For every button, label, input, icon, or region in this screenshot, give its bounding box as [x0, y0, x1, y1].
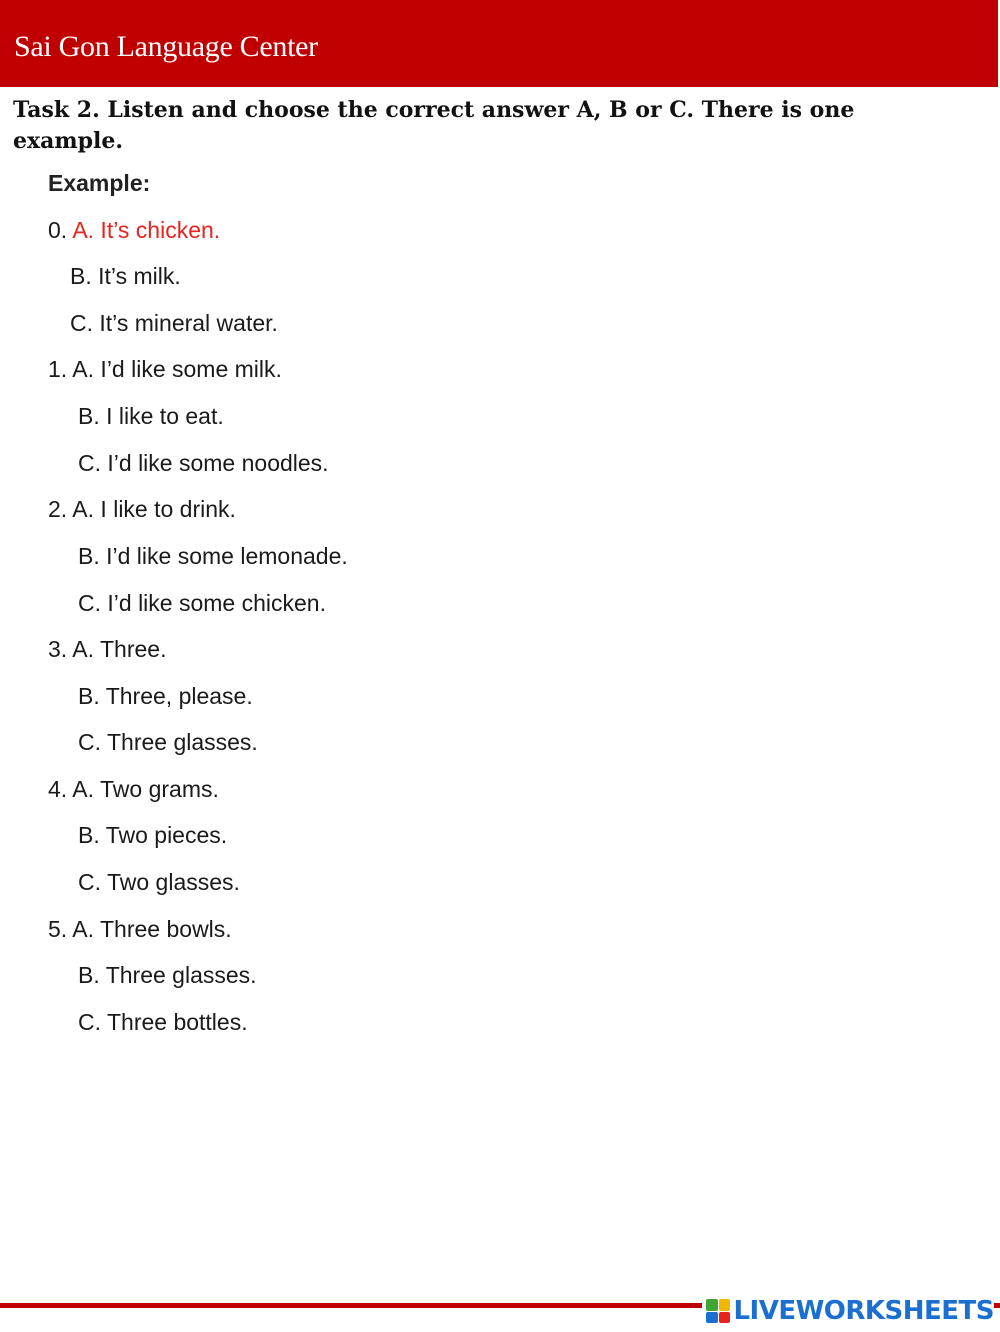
- example-option-a: [48, 217, 220, 244]
- question-3-option-c[interactable]: C. Three glasses.: [78, 729, 258, 755]
- question-2-option-c[interactable]: C. I’d like some chicken.: [78, 590, 326, 616]
- question-2-option-b[interactable]: B. I’d like some lemonade.: [78, 543, 348, 569]
- example-number: 0.: [48, 217, 68, 243]
- question-4-option-a[interactable]: 4. A. Two grams.: [48, 776, 219, 802]
- question-3-option-b[interactable]: B. Three, please.: [78, 683, 253, 709]
- header-bar: [0, 0, 998, 87]
- example-option-c: C. It’s mineral water.: [70, 310, 278, 336]
- question-4-option-b[interactable]: B. Two pieces.: [78, 822, 228, 848]
- task-instructions: Task 2. Listen and choose the correct answer A, B or C. There is one example.: [13, 97, 855, 154]
- question-3-option-a[interactable]: 3. A. Three.: [48, 636, 167, 662]
- question-1-option-b[interactable]: B. I like to eat.: [78, 403, 224, 429]
- example-answer: A. It’s chicken.: [72, 217, 221, 243]
- liveworksheets-icon: [706, 1299, 730, 1323]
- brand-name: LIVEWORKSHEETS: [733, 1296, 994, 1326]
- question-1-option-a[interactable]: 1. A. I’d like some milk.: [48, 356, 282, 382]
- question-1-option-c[interactable]: C. I’d like some noodles.: [78, 450, 329, 476]
- example-label: Example:: [48, 170, 151, 196]
- example-option-b: B. It’s milk.: [70, 263, 181, 289]
- liveworksheets-logo: [702, 1294, 994, 1328]
- question-2-option-a[interactable]: 2. A. I like to drink.: [48, 496, 236, 522]
- question-4-option-c[interactable]: C. Two glasses.: [78, 869, 240, 895]
- question-5-option-b[interactable]: B. Three glasses.: [78, 962, 257, 988]
- question-5-option-c[interactable]: C. Three bottles.: [78, 1009, 248, 1035]
- header-title: Sai Gon Language Center: [14, 30, 318, 63]
- question-5-option-a[interactable]: 5. A. Three bowls.: [48, 916, 232, 942]
